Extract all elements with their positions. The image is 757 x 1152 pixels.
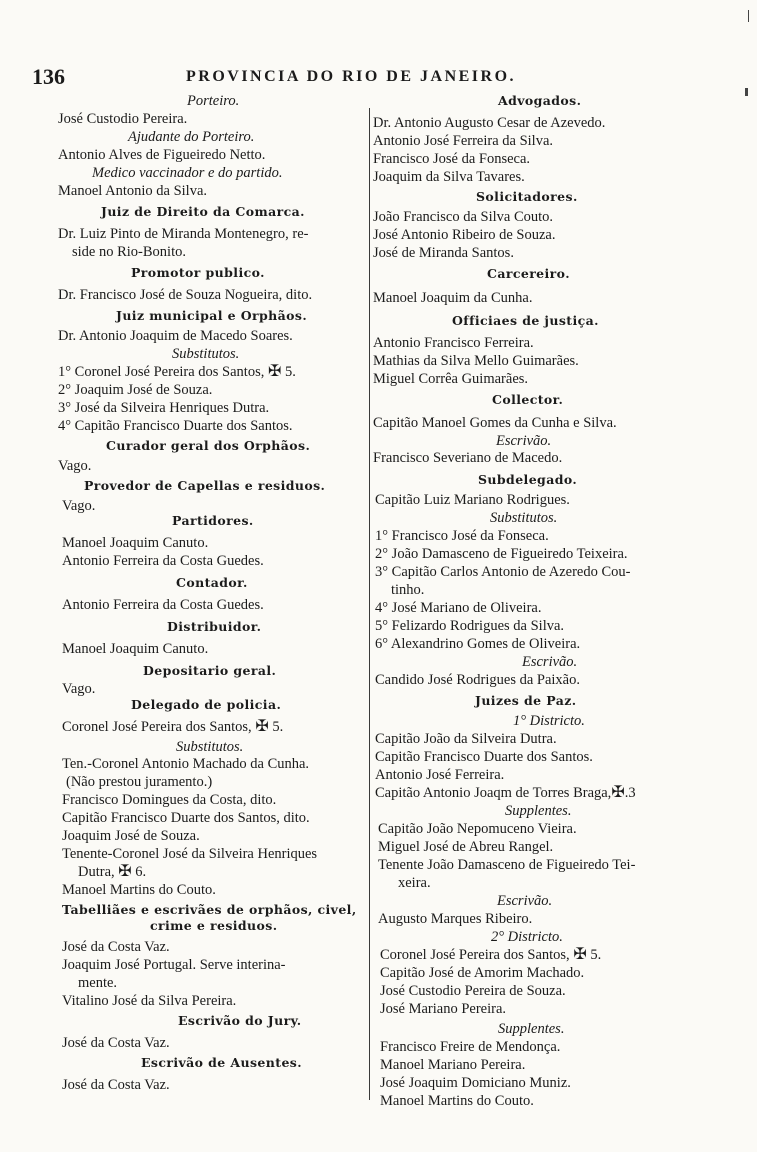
section-heading: Escrivão do Jury.: [178, 1013, 302, 1028]
entry: Tenente-Coronel José da Silveira Henriques: [62, 846, 318, 862]
section-heading: crime e residuos.: [150, 918, 278, 933]
running-title: PROVINCIA DO RIO DE JANEIRO.: [186, 68, 517, 85]
section-heading: Promotor publico.: [131, 265, 265, 280]
entry: Joaquim José de Souza.: [62, 828, 200, 844]
entry: Vago.: [62, 681, 96, 697]
section-heading: Porteiro.: [187, 93, 240, 109]
entry: Francisco Domingues da Costa, dito.: [62, 792, 277, 808]
section-heading: Tabelliães e escrivães de orphãos, civel,: [62, 902, 357, 917]
section-heading: Solicitadores.: [476, 189, 578, 204]
section-heading: Medico vaccinador e do partido.: [92, 165, 283, 181]
margin-mark: [748, 10, 749, 22]
section-heading: Juiz de Direito da Comarca.: [101, 204, 305, 219]
section-heading: Substitutos.: [490, 510, 558, 526]
entry: Capitão Francisco Duarte dos Santos, dito.: [62, 810, 310, 826]
section-heading: Substitutos.: [172, 346, 240, 362]
entry: Antonio José Ferreira da Silva.: [373, 133, 554, 149]
entry: José Mariano Pereira.: [380, 1001, 507, 1017]
section-heading: Juiz municipal e Orphãos.: [116, 308, 308, 323]
entry: Manoel Joaquim da Cunha.: [373, 290, 533, 306]
entry: Capitão Luiz Mariano Rodrigues.: [375, 492, 570, 508]
entry: 3° Capitão Carlos Antonio de Azeredo Cou-: [375, 564, 631, 580]
section-heading: Escrivão.: [496, 433, 552, 449]
entry: Candido José Rodrigues da Paixão.: [375, 672, 580, 688]
entry: 4° José Mariano de Oliveira.: [375, 600, 542, 616]
section-heading: Curador geral dos Orphãos.: [106, 438, 311, 453]
entry: 3° José da Silveira Henriques Dutra.: [58, 400, 270, 416]
entry: José Joaquim Domiciano Muniz.: [380, 1075, 571, 1091]
entry: Tenente João Damasceno de Figueiredo Tei-: [378, 857, 636, 873]
section-heading: Depositario geral.: [143, 663, 277, 678]
entry: Dr. Antonio Augusto Cesar de Azevedo.: [373, 115, 606, 131]
section-heading: Contador.: [176, 575, 248, 590]
entry: José Antonio Ribeiro de Souza.: [373, 227, 556, 243]
order-cross-icon: ✠: [255, 718, 269, 735]
entry: Capitão João da Silveira Dutra.: [375, 731, 557, 747]
entry: José Custodio Pereira.: [58, 111, 188, 127]
entry: Antonio Alves de Figueiredo Netto.: [58, 147, 266, 163]
entry: mente.: [78, 975, 118, 991]
entry: Capitão José de Amorim Machado.: [380, 965, 585, 981]
section-heading: Escrivão de Ausentes.: [141, 1055, 302, 1070]
entry: Joaquim José Portugal. Serve interina-: [62, 957, 286, 973]
entry: xeira.: [398, 875, 431, 891]
entry: José de Miranda Santos.: [373, 245, 514, 261]
entry: José Custodio Pereira de Souza.: [380, 983, 566, 999]
entry: Dr. Luiz Pinto de Miranda Montenegro, re-: [58, 226, 309, 242]
entry: Antonio José Ferreira.: [375, 767, 505, 783]
entry: Joaquim da Silva Tavares.: [373, 169, 525, 185]
entry: Capitão Manoel Gomes da Cunha e Silva.: [373, 415, 617, 431]
section-heading: 2° Districto.: [491, 929, 563, 945]
section-heading: Delegado de policia.: [131, 697, 282, 712]
section-heading: Subdelegado.: [478, 472, 578, 487]
section-heading: Distribuidor.: [167, 619, 262, 634]
entry: Francisco José da Fonseca.: [373, 151, 531, 167]
section-heading: 1° Districto.: [513, 713, 585, 729]
section-heading: Carcereiro.: [487, 266, 570, 281]
entry: 2° Joaquim José de Souza.: [58, 382, 213, 398]
entry: tinho.: [391, 582, 425, 598]
entry: Dr. Antonio Joaquim de Macedo Soares.: [58, 328, 293, 344]
order-cross-icon: ✠: [573, 946, 587, 963]
entry: Dutra, ✠ 6.: [78, 863, 147, 880]
order-cross-icon: ✠: [611, 784, 625, 801]
entry: Vitalino José da Silva Pereira.: [62, 993, 237, 1009]
entry: Manoel Joaquim Canuto.: [62, 535, 209, 551]
section-heading: Provedor de Capellas e residuos.: [84, 478, 326, 493]
margin-mark: [745, 88, 748, 96]
section-heading: Collector.: [492, 392, 564, 407]
section-heading: Supplentes.: [498, 1021, 565, 1037]
entry: Capitão João Nepomuceno Vieira.: [378, 821, 577, 837]
entry: Manoel Martins do Couto.: [380, 1093, 534, 1109]
entry: 5° Felizardo Rodrigues da Silva.: [375, 618, 565, 634]
entry: 2° João Damasceno de Figueiredo Teixeira.: [375, 546, 628, 562]
entry: Antonio Ferreira da Costa Guedes.: [62, 553, 264, 569]
entry: Capitão Antonio Joaqm de Torres Braga,✠.3: [375, 784, 636, 801]
section-heading: Juizes de Paz.: [475, 693, 577, 708]
entry: Manoel Martins do Couto.: [62, 882, 216, 898]
entry: Miguel Corrêa Guimarães.: [373, 371, 529, 387]
column-divider: [369, 108, 370, 1100]
entry: José da Costa Vaz.: [62, 1035, 170, 1051]
order-cross-icon: ✠: [118, 863, 132, 880]
entry: side no Rio-Bonito.: [72, 244, 186, 260]
entry: Antonio Francisco Ferreira.: [373, 335, 534, 351]
entry: (Não prestou juramento.): [66, 774, 213, 790]
entry: Capitão Francisco Duarte dos Santos.: [375, 749, 593, 765]
section-heading: Escrivão.: [522, 654, 578, 670]
entry: Dr. Francisco José de Souza Nogueira, dito.: [58, 287, 313, 303]
section-heading: Escrivão.: [497, 893, 553, 909]
entry: 4° Capitão Francisco Duarte dos Santos.: [58, 418, 293, 434]
entry: 1° Francisco José da Fonseca.: [375, 528, 549, 544]
entry: João Francisco da Silva Couto.: [373, 209, 554, 225]
entry: Ten.-Coronel Antonio Machado da Cunha.: [62, 756, 310, 772]
page-number: 136: [32, 64, 65, 89]
entry: Manoel Mariano Pereira.: [380, 1057, 526, 1073]
entry: Vago.: [58, 458, 92, 474]
entry: 1° Coronel José Pereira dos Santos, ✠ 5.: [58, 363, 296, 380]
order-cross-icon: ✠: [267, 363, 282, 380]
entry: Francisco Freire de Mendonça.: [380, 1039, 561, 1055]
entry: Vago.: [62, 498, 96, 514]
entry: Manoel Antonio da Silva.: [58, 183, 208, 199]
entry: Antonio Ferreira da Costa Guedes.: [62, 597, 264, 613]
entry: Augusto Marques Ribeiro.: [378, 911, 533, 927]
entry: Francisco Severiano de Macedo.: [373, 450, 563, 466]
section-heading: Supplentes.: [505, 803, 572, 819]
section-heading: Substitutos.: [176, 739, 244, 755]
entry: Miguel José de Abreu Rangel.: [378, 839, 554, 855]
section-heading: Ajudante do Porteiro.: [128, 129, 255, 145]
section-heading: Advogados.: [498, 93, 582, 108]
entry: 6° Alexandrino Gomes de Oliveira.: [375, 636, 581, 652]
entry: Manoel Joaquim Canuto.: [62, 641, 209, 657]
entry: José da Costa Vaz.: [62, 939, 170, 955]
entry: José da Costa Vaz.: [62, 1077, 170, 1093]
section-heading: Officiaes de justiça.: [452, 313, 599, 328]
entry: Coronel José Pereira dos Santos, ✠ 5.: [62, 718, 284, 735]
entry: Coronel José Pereira dos Santos, ✠ 5.: [380, 946, 602, 963]
entry: Mathias da Silva Mello Guimarães.: [373, 353, 579, 369]
section-heading: Partidores.: [172, 513, 254, 528]
